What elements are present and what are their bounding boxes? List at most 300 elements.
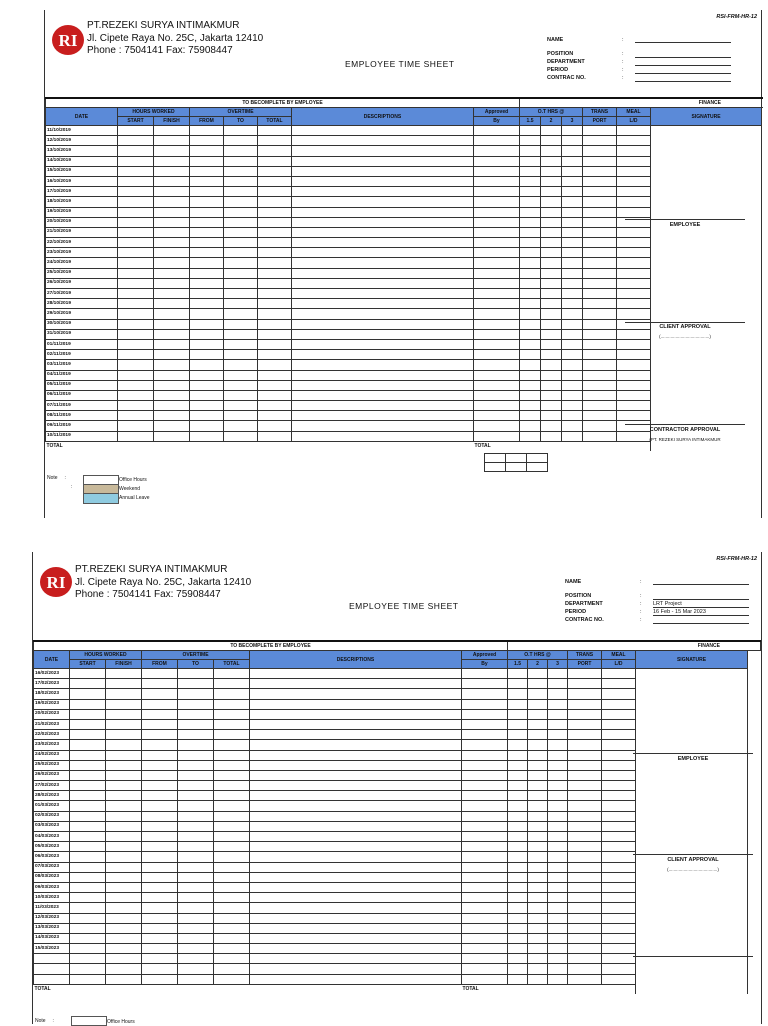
entry-cell[interactable] bbox=[142, 760, 178, 770]
entry-cell[interactable] bbox=[70, 679, 106, 689]
entry-cell[interactable] bbox=[562, 227, 583, 237]
entry-cell[interactable] bbox=[154, 401, 190, 411]
entry-cell[interactable] bbox=[118, 421, 154, 431]
entry-cell[interactable] bbox=[541, 339, 562, 349]
entry-cell[interactable] bbox=[190, 380, 224, 390]
entry-cell[interactable] bbox=[106, 974, 142, 984]
entry-cell[interactable] bbox=[462, 882, 508, 892]
entry-cell[interactable] bbox=[548, 781, 568, 791]
entry-cell[interactable] bbox=[541, 289, 562, 299]
entry-cell[interactable] bbox=[583, 370, 617, 380]
entry-cell[interactable] bbox=[178, 903, 214, 913]
entry-cell[interactable] bbox=[258, 187, 292, 197]
entry-cell[interactable] bbox=[541, 207, 562, 217]
entry-cell[interactable] bbox=[474, 217, 520, 227]
entry-cell[interactable] bbox=[528, 964, 548, 974]
entry-cell[interactable] bbox=[154, 411, 190, 421]
entry-cell[interactable] bbox=[154, 380, 190, 390]
entry-cell[interactable] bbox=[292, 339, 474, 349]
entry-cell[interactable] bbox=[528, 781, 548, 791]
entry-cell[interactable] bbox=[178, 781, 214, 791]
entry-cell[interactable] bbox=[142, 699, 178, 709]
department-field[interactable]: LRT Project bbox=[653, 600, 749, 608]
entry-cell[interactable] bbox=[562, 258, 583, 268]
entry-cell[interactable] bbox=[474, 319, 520, 329]
entry-cell[interactable] bbox=[118, 390, 154, 400]
entry-cell[interactable] bbox=[617, 350, 651, 360]
entry-cell[interactable] bbox=[548, 832, 568, 842]
entry-cell[interactable] bbox=[190, 136, 224, 146]
entry-cell[interactable] bbox=[292, 380, 474, 390]
entry-cell[interactable] bbox=[528, 944, 548, 954]
entry-cell[interactable] bbox=[224, 380, 258, 390]
entry-cell[interactable] bbox=[568, 689, 602, 699]
entry-cell[interactable] bbox=[617, 390, 651, 400]
entry-cell[interactable] bbox=[142, 893, 178, 903]
entry-cell[interactable] bbox=[583, 401, 617, 411]
entry-cell[interactable] bbox=[292, 217, 474, 227]
entry-cell[interactable] bbox=[520, 238, 541, 248]
entry-cell[interactable] bbox=[224, 278, 258, 288]
entry-cell[interactable] bbox=[178, 760, 214, 770]
entry-cell[interactable] bbox=[292, 136, 474, 146]
entry-cell[interactable] bbox=[520, 350, 541, 360]
entry-cell[interactable] bbox=[250, 964, 462, 974]
entry-cell[interactable] bbox=[528, 719, 548, 729]
entry-cell[interactable] bbox=[474, 126, 520, 136]
entry-cell[interactable] bbox=[70, 709, 106, 719]
entry-cell[interactable] bbox=[548, 740, 568, 750]
entry-cell[interactable] bbox=[154, 390, 190, 400]
entry-cell[interactable] bbox=[520, 126, 541, 136]
entry-cell[interactable] bbox=[528, 821, 548, 831]
entry-cell[interactable] bbox=[508, 730, 528, 740]
entry-cell[interactable] bbox=[508, 933, 528, 943]
entry-cell[interactable] bbox=[548, 913, 568, 923]
entry-cell[interactable] bbox=[154, 360, 190, 370]
entry-cell[interactable] bbox=[617, 156, 651, 166]
entry-cell[interactable] bbox=[70, 842, 106, 852]
entry-cell[interactable] bbox=[250, 842, 462, 852]
entry-cell[interactable] bbox=[70, 719, 106, 729]
entry-cell[interactable] bbox=[118, 217, 154, 227]
entry-cell[interactable] bbox=[142, 791, 178, 801]
entry-cell[interactable] bbox=[602, 770, 636, 780]
entry-cell[interactable] bbox=[541, 268, 562, 278]
entry-cell[interactable] bbox=[462, 730, 508, 740]
entry-cell[interactable] bbox=[118, 360, 154, 370]
entry-cell[interactable] bbox=[258, 421, 292, 431]
entry-cell[interactable] bbox=[602, 913, 636, 923]
entry-cell[interactable] bbox=[541, 380, 562, 390]
entry-cell[interactable] bbox=[462, 893, 508, 903]
entry-cell[interactable] bbox=[178, 791, 214, 801]
entry-cell[interactable] bbox=[154, 248, 190, 258]
entry-cell[interactable] bbox=[154, 166, 190, 176]
entry-cell[interactable] bbox=[508, 689, 528, 699]
entry-cell[interactable] bbox=[583, 360, 617, 370]
entry-cell[interactable] bbox=[154, 227, 190, 237]
entry-cell[interactable] bbox=[142, 781, 178, 791]
entry-cell[interactable] bbox=[568, 669, 602, 679]
entry-cell[interactable] bbox=[106, 750, 142, 760]
entry-cell[interactable] bbox=[214, 913, 250, 923]
entry-cell[interactable] bbox=[528, 893, 548, 903]
entry-cell[interactable] bbox=[178, 750, 214, 760]
entry-cell[interactable] bbox=[548, 770, 568, 780]
entry-cell[interactable] bbox=[70, 954, 106, 964]
entry-cell[interactable] bbox=[118, 248, 154, 258]
entry-cell[interactable] bbox=[562, 248, 583, 258]
entry-cell[interactable] bbox=[602, 709, 636, 719]
entry-cell[interactable] bbox=[474, 146, 520, 156]
entry-cell[interactable] bbox=[602, 862, 636, 872]
entry-cell[interactable] bbox=[520, 421, 541, 431]
entry-cell[interactable] bbox=[528, 669, 548, 679]
entry-cell[interactable] bbox=[548, 903, 568, 913]
entry-cell[interactable] bbox=[541, 248, 562, 258]
entry-cell[interactable] bbox=[224, 268, 258, 278]
entry-cell[interactable] bbox=[70, 964, 106, 974]
entry-cell[interactable] bbox=[224, 421, 258, 431]
entry-cell[interactable] bbox=[474, 299, 520, 309]
entry-cell[interactable] bbox=[583, 289, 617, 299]
entry-cell[interactable] bbox=[292, 126, 474, 136]
period-field[interactable]: 16 Feb - 15 Mar 2023 bbox=[653, 608, 749, 616]
entry-cell[interactable] bbox=[224, 350, 258, 360]
entry-cell[interactable] bbox=[258, 390, 292, 400]
entry-cell[interactable] bbox=[178, 801, 214, 811]
entry-cell[interactable] bbox=[548, 882, 568, 892]
entry-cell[interactable] bbox=[602, 842, 636, 852]
entry-cell[interactable] bbox=[520, 289, 541, 299]
entry-cell[interactable] bbox=[258, 380, 292, 390]
entry-cell[interactable] bbox=[528, 852, 548, 862]
entry-cell[interactable] bbox=[508, 719, 528, 729]
entry-cell[interactable] bbox=[462, 821, 508, 831]
entry-cell[interactable] bbox=[462, 781, 508, 791]
entry-cell[interactable] bbox=[250, 913, 462, 923]
entry-cell[interactable] bbox=[70, 862, 106, 872]
entry-cell[interactable] bbox=[474, 329, 520, 339]
entry-cell[interactable] bbox=[190, 278, 224, 288]
entry-cell[interactable] bbox=[118, 136, 154, 146]
entry-cell[interactable] bbox=[106, 791, 142, 801]
entry-cell[interactable] bbox=[258, 126, 292, 136]
entry-cell[interactable] bbox=[154, 319, 190, 329]
entry-cell[interactable] bbox=[250, 944, 462, 954]
entry-cell[interactable] bbox=[70, 730, 106, 740]
entry-cell[interactable] bbox=[602, 893, 636, 903]
entry-cell[interactable] bbox=[70, 801, 106, 811]
entry-cell[interactable] bbox=[70, 770, 106, 780]
entry-cell[interactable] bbox=[528, 679, 548, 689]
entry-cell[interactable] bbox=[292, 248, 474, 258]
entry-cell[interactable] bbox=[118, 289, 154, 299]
entry-cell[interactable] bbox=[214, 852, 250, 862]
entry-cell[interactable] bbox=[292, 166, 474, 176]
entry-cell[interactable] bbox=[178, 872, 214, 882]
entry-cell[interactable] bbox=[178, 893, 214, 903]
entry-cell[interactable] bbox=[548, 852, 568, 862]
entry-cell[interactable] bbox=[106, 801, 142, 811]
entry-cell[interactable] bbox=[548, 923, 568, 933]
entry-cell[interactable] bbox=[250, 954, 462, 964]
entry-cell[interactable] bbox=[528, 811, 548, 821]
entry-cell[interactable] bbox=[250, 791, 462, 801]
entry-cell[interactable] bbox=[568, 811, 602, 821]
entry-cell[interactable] bbox=[508, 781, 528, 791]
entry-cell[interactable] bbox=[508, 760, 528, 770]
name-field[interactable] bbox=[653, 577, 749, 585]
entry-cell[interactable] bbox=[178, 964, 214, 974]
entry-cell[interactable] bbox=[562, 421, 583, 431]
entry-cell[interactable] bbox=[583, 390, 617, 400]
entry-cell[interactable] bbox=[258, 401, 292, 411]
entry-cell[interactable] bbox=[548, 954, 568, 964]
entry-cell[interactable] bbox=[154, 431, 190, 441]
entry-cell[interactable] bbox=[568, 944, 602, 954]
entry-cell[interactable] bbox=[214, 903, 250, 913]
entry-cell[interactable] bbox=[602, 740, 636, 750]
entry-cell[interactable] bbox=[214, 842, 250, 852]
entry-cell[interactable] bbox=[528, 709, 548, 719]
entry-cell[interactable] bbox=[214, 811, 250, 821]
entry-cell[interactable] bbox=[118, 278, 154, 288]
entry-cell[interactable] bbox=[154, 370, 190, 380]
entry-cell[interactable] bbox=[568, 770, 602, 780]
entry-cell[interactable] bbox=[258, 319, 292, 329]
entry-cell[interactable] bbox=[154, 258, 190, 268]
entry-cell[interactable] bbox=[258, 339, 292, 349]
entry-cell[interactable] bbox=[142, 933, 178, 943]
entry-cell[interactable] bbox=[250, 974, 462, 984]
entry-cell[interactable] bbox=[568, 954, 602, 964]
entry-cell[interactable] bbox=[118, 238, 154, 248]
entry-cell[interactable] bbox=[214, 933, 250, 943]
entry-cell[interactable] bbox=[106, 821, 142, 831]
entry-cell[interactable] bbox=[520, 309, 541, 319]
entry-cell[interactable] bbox=[548, 964, 568, 974]
entry-cell[interactable] bbox=[214, 882, 250, 892]
entry-cell[interactable] bbox=[178, 709, 214, 719]
entry-cell[interactable] bbox=[250, 699, 462, 709]
entry-cell[interactable] bbox=[462, 832, 508, 842]
entry-cell[interactable] bbox=[508, 862, 528, 872]
entry-cell[interactable] bbox=[583, 166, 617, 176]
entry-cell[interactable] bbox=[250, 679, 462, 689]
entry-cell[interactable] bbox=[548, 944, 568, 954]
entry-cell[interactable] bbox=[106, 852, 142, 862]
entry-cell[interactable] bbox=[154, 156, 190, 166]
entry-cell[interactable] bbox=[474, 421, 520, 431]
entry-cell[interactable] bbox=[154, 187, 190, 197]
entry-cell[interactable] bbox=[520, 370, 541, 380]
entry-cell[interactable] bbox=[250, 923, 462, 933]
entry-cell[interactable] bbox=[250, 903, 462, 913]
entry-cell[interactable] bbox=[508, 709, 528, 719]
entry-cell[interactable] bbox=[474, 401, 520, 411]
entry-cell[interactable] bbox=[118, 187, 154, 197]
entry-cell[interactable] bbox=[258, 299, 292, 309]
entry-cell[interactable] bbox=[508, 679, 528, 689]
entry-cell[interactable] bbox=[106, 872, 142, 882]
entry-cell[interactable] bbox=[520, 339, 541, 349]
entry-cell[interactable] bbox=[602, 719, 636, 729]
entry-cell[interactable] bbox=[562, 176, 583, 186]
entry-cell[interactable] bbox=[190, 268, 224, 278]
entry-cell[interactable] bbox=[462, 750, 508, 760]
entry-cell[interactable] bbox=[154, 197, 190, 207]
entry-cell[interactable] bbox=[292, 299, 474, 309]
entry-cell[interactable] bbox=[548, 669, 568, 679]
entry-cell[interactable] bbox=[602, 903, 636, 913]
entry-cell[interactable] bbox=[562, 390, 583, 400]
entry-cell[interactable] bbox=[474, 248, 520, 258]
entry-cell[interactable] bbox=[106, 882, 142, 892]
entry-cell[interactable] bbox=[562, 187, 583, 197]
entry-cell[interactable] bbox=[70, 872, 106, 882]
entry-cell[interactable] bbox=[178, 679, 214, 689]
entry-cell[interactable] bbox=[214, 893, 250, 903]
entry-cell[interactable] bbox=[258, 309, 292, 319]
entry-cell[interactable] bbox=[520, 187, 541, 197]
entry-cell[interactable] bbox=[142, 923, 178, 933]
entry-cell[interactable] bbox=[568, 913, 602, 923]
entry-cell[interactable] bbox=[462, 791, 508, 801]
contract-field[interactable] bbox=[653, 616, 749, 624]
entry-cell[interactable] bbox=[583, 319, 617, 329]
entry-cell[interactable] bbox=[190, 350, 224, 360]
entry-cell[interactable] bbox=[617, 370, 651, 380]
entry-cell[interactable] bbox=[568, 923, 602, 933]
entry-cell[interactable] bbox=[70, 760, 106, 770]
entry-cell[interactable] bbox=[292, 370, 474, 380]
entry-cell[interactable] bbox=[474, 268, 520, 278]
entry-cell[interactable] bbox=[214, 872, 250, 882]
entry-cell[interactable] bbox=[562, 339, 583, 349]
entry-cell[interactable] bbox=[568, 903, 602, 913]
entry-cell[interactable] bbox=[106, 730, 142, 740]
entry-cell[interactable] bbox=[190, 299, 224, 309]
entry-cell[interactable] bbox=[292, 319, 474, 329]
entry-cell[interactable] bbox=[520, 227, 541, 237]
entry-cell[interactable] bbox=[190, 238, 224, 248]
entry-cell[interactable] bbox=[520, 299, 541, 309]
entry-cell[interactable] bbox=[583, 411, 617, 421]
entry-cell[interactable] bbox=[541, 166, 562, 176]
entry-cell[interactable] bbox=[583, 248, 617, 258]
entry-cell[interactable] bbox=[154, 350, 190, 360]
entry-cell[interactable] bbox=[190, 309, 224, 319]
entry-cell[interactable] bbox=[562, 166, 583, 176]
department-field[interactable] bbox=[635, 58, 731, 66]
entry-cell[interactable] bbox=[250, 811, 462, 821]
entry-cell[interactable] bbox=[583, 238, 617, 248]
entry-cell[interactable] bbox=[528, 903, 548, 913]
entry-cell[interactable] bbox=[106, 913, 142, 923]
entry-cell[interactable] bbox=[568, 801, 602, 811]
entry-cell[interactable] bbox=[508, 913, 528, 923]
entry-cell[interactable] bbox=[602, 954, 636, 964]
entry-cell[interactable] bbox=[190, 187, 224, 197]
entry-cell[interactable] bbox=[154, 136, 190, 146]
entry-cell[interactable] bbox=[190, 126, 224, 136]
entry-cell[interactable] bbox=[258, 227, 292, 237]
entry-cell[interactable] bbox=[528, 750, 548, 760]
entry-cell[interactable] bbox=[70, 974, 106, 984]
entry-cell[interactable] bbox=[583, 350, 617, 360]
entry-cell[interactable] bbox=[214, 801, 250, 811]
entry-cell[interactable] bbox=[583, 176, 617, 186]
entry-cell[interactable] bbox=[474, 370, 520, 380]
period-field[interactable] bbox=[635, 66, 731, 74]
entry-cell[interactable] bbox=[602, 923, 636, 933]
entry-cell[interactable] bbox=[292, 390, 474, 400]
entry-cell[interactable] bbox=[178, 740, 214, 750]
entry-cell[interactable] bbox=[250, 852, 462, 862]
entry-cell[interactable] bbox=[70, 689, 106, 699]
entry-cell[interactable] bbox=[568, 933, 602, 943]
entry-cell[interactable] bbox=[224, 166, 258, 176]
entry-cell[interactable] bbox=[508, 801, 528, 811]
entry-cell[interactable] bbox=[70, 852, 106, 862]
entry-cell[interactable] bbox=[70, 740, 106, 750]
entry-cell[interactable] bbox=[568, 862, 602, 872]
entry-cell[interactable] bbox=[292, 238, 474, 248]
entry-cell[interactable] bbox=[568, 832, 602, 842]
entry-cell[interactable] bbox=[617, 136, 651, 146]
entry-cell[interactable] bbox=[548, 842, 568, 852]
entry-cell[interactable] bbox=[214, 760, 250, 770]
entry-cell[interactable] bbox=[583, 187, 617, 197]
entry-cell[interactable] bbox=[292, 309, 474, 319]
entry-cell[interactable] bbox=[250, 893, 462, 903]
entry-cell[interactable] bbox=[602, 801, 636, 811]
entry-cell[interactable] bbox=[508, 974, 528, 984]
entry-cell[interactable] bbox=[154, 217, 190, 227]
entry-cell[interactable] bbox=[541, 370, 562, 380]
entry-cell[interactable] bbox=[250, 750, 462, 760]
entry-cell[interactable] bbox=[520, 431, 541, 441]
entry-cell[interactable] bbox=[548, 760, 568, 770]
entry-cell[interactable] bbox=[528, 933, 548, 943]
entry-cell[interactable] bbox=[562, 350, 583, 360]
entry-cell[interactable] bbox=[520, 197, 541, 207]
entry-cell[interactable] bbox=[568, 882, 602, 892]
entry-cell[interactable] bbox=[474, 176, 520, 186]
entry-cell[interactable] bbox=[70, 903, 106, 913]
entry-cell[interactable] bbox=[528, 913, 548, 923]
entry-cell[interactable] bbox=[178, 811, 214, 821]
entry-cell[interactable] bbox=[568, 740, 602, 750]
entry-cell[interactable] bbox=[583, 268, 617, 278]
entry-cell[interactable] bbox=[583, 217, 617, 227]
entry-cell[interactable] bbox=[602, 832, 636, 842]
name-field[interactable] bbox=[635, 35, 731, 43]
entry-cell[interactable] bbox=[258, 258, 292, 268]
entry-cell[interactable] bbox=[520, 329, 541, 339]
entry-cell[interactable] bbox=[224, 146, 258, 156]
entry-cell[interactable] bbox=[474, 289, 520, 299]
entry-cell[interactable] bbox=[541, 227, 562, 237]
entry-cell[interactable] bbox=[520, 360, 541, 370]
entry-cell[interactable] bbox=[118, 329, 154, 339]
entry-cell[interactable] bbox=[250, 719, 462, 729]
entry-cell[interactable] bbox=[528, 832, 548, 842]
entry-cell[interactable] bbox=[250, 862, 462, 872]
entry-cell[interactable] bbox=[190, 248, 224, 258]
